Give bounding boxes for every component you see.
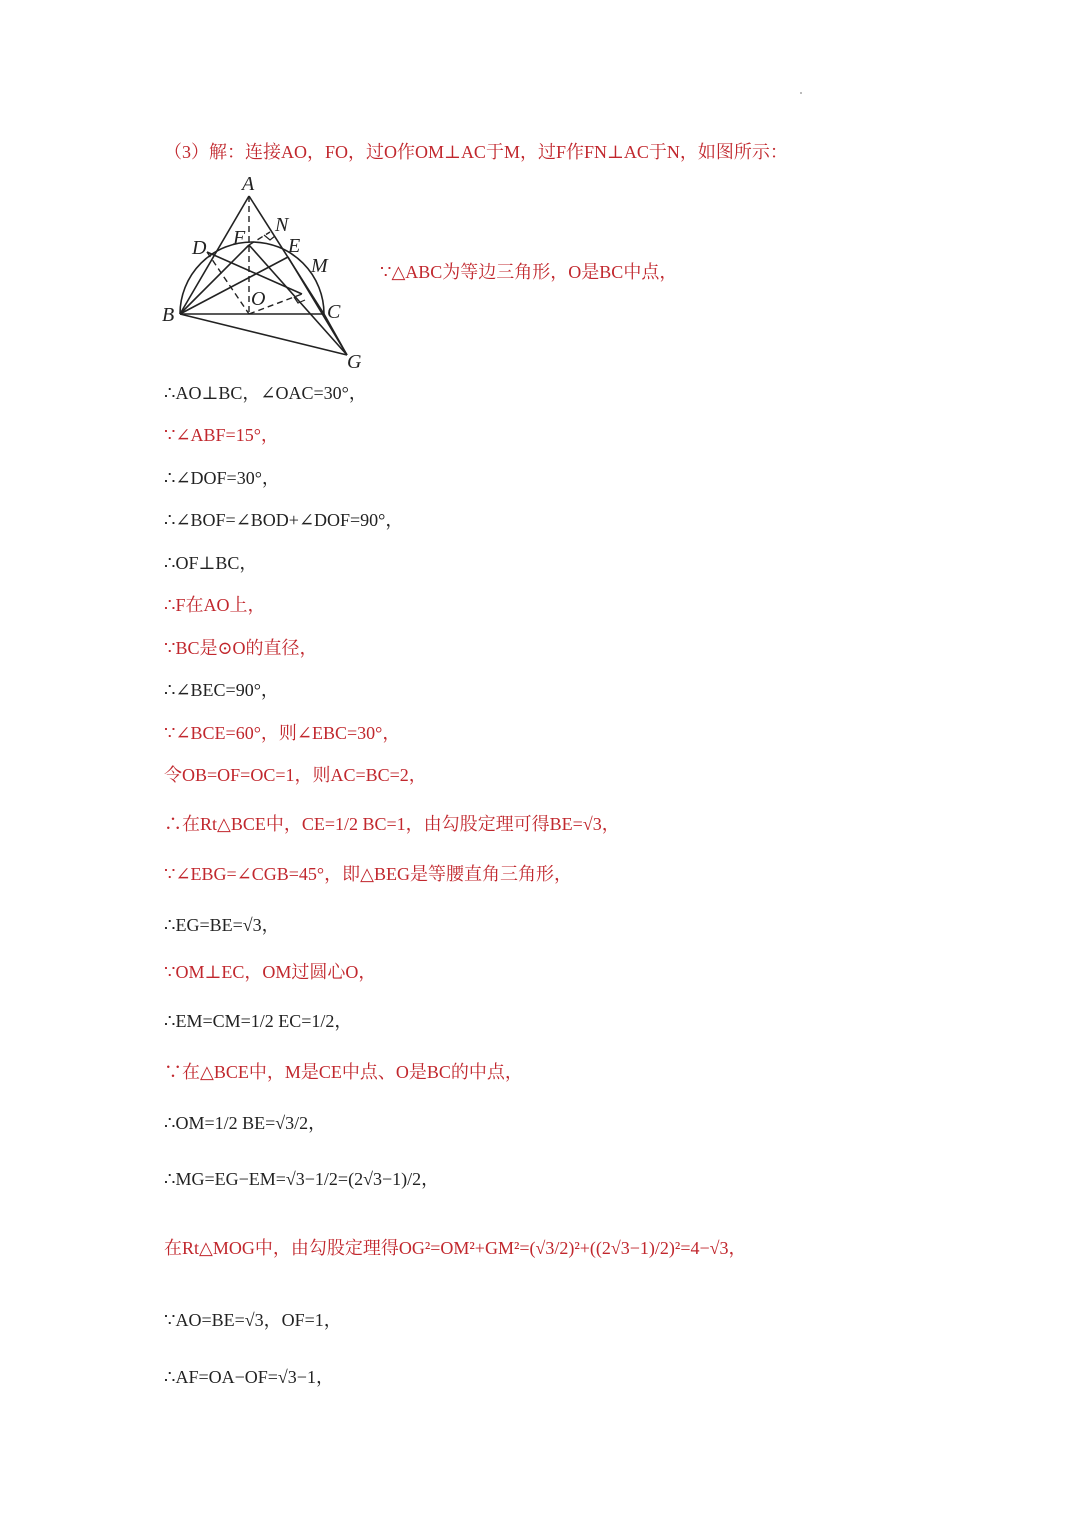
step-6: ∴F在AO上， <box>164 595 266 615</box>
label-E: E <box>288 235 301 257</box>
solution-heading: （3）解：连接AO，FO，过O作OM⊥AC于M，过F作FN⊥AC于N，如图所示： <box>164 142 788 162</box>
label-M: M <box>311 255 328 277</box>
step-17: ∴OM=1/2 BE=√3/2， <box>164 1113 327 1133</box>
label-B: B <box>162 304 175 326</box>
label-G: G <box>347 351 362 373</box>
step-13: ∴EG=BE=√3， <box>164 915 280 935</box>
label-D: D <box>192 237 207 259</box>
label-F: F <box>233 227 246 249</box>
step-4: ∴∠BOF=∠BOD+∠DOF=90°， <box>164 510 404 530</box>
step-8: ∴∠BEC=90°， <box>164 680 279 700</box>
step-18: ∴MG=EG−EM=√3−1/2=(2√3−1)/2， <box>164 1169 440 1189</box>
label-O: O <box>251 288 266 310</box>
step-3: ∴∠DOF=30°， <box>164 468 280 488</box>
label-N: N <box>275 214 289 236</box>
step-14: ∵OM⊥EC，OM过圆心O， <box>164 962 377 982</box>
step-15: ∴EM=CM=1/2 EC=1/2， <box>164 1011 353 1031</box>
geometry-figure <box>160 168 370 373</box>
step-9: ∵∠BCE=60°，则∠EBC=30°， <box>164 723 401 743</box>
step-10: 令OB=OF=OC=1，则AC=BC=2， <box>164 765 427 785</box>
step-16: ∵在△BCE中，M是CE中点、O是BC的中点， <box>164 1062 523 1082</box>
step-1: ∴AO⊥BC，∠OAC=30°， <box>164 383 367 403</box>
step-2: ∵∠ABF=15°， <box>164 425 279 445</box>
figure-caption: ∵△ABC为等边三角形，O是BC中点， <box>380 262 678 282</box>
step-12: ∵∠EBG=∠CGB=45°，即△BEG是等腰直角三角形， <box>164 864 572 884</box>
step-21: ∴AF=OA−OF=√3−1， <box>164 1367 334 1387</box>
segment-BG <box>180 314 347 355</box>
step-5: ∴OF⊥BC， <box>164 553 258 573</box>
step-19: 在Rt△MOG中，由勾股定理得OG²=OM²+GM²=(√3/2)²+((2√3−1)/2)²=4−√3， <box>164 1238 747 1258</box>
label-A: A <box>242 173 255 195</box>
step-11: ∴在Rt△BCE中，CE=1/2 BC=1，由勾股定理可得BE=√3， <box>164 814 620 834</box>
label-C: C <box>327 301 341 323</box>
step-20: ∵AO=BE=√3，OF=1， <box>164 1310 342 1330</box>
scan-speck <box>800 92 802 94</box>
step-7: ∵BC是⊙O的直径， <box>164 638 318 658</box>
